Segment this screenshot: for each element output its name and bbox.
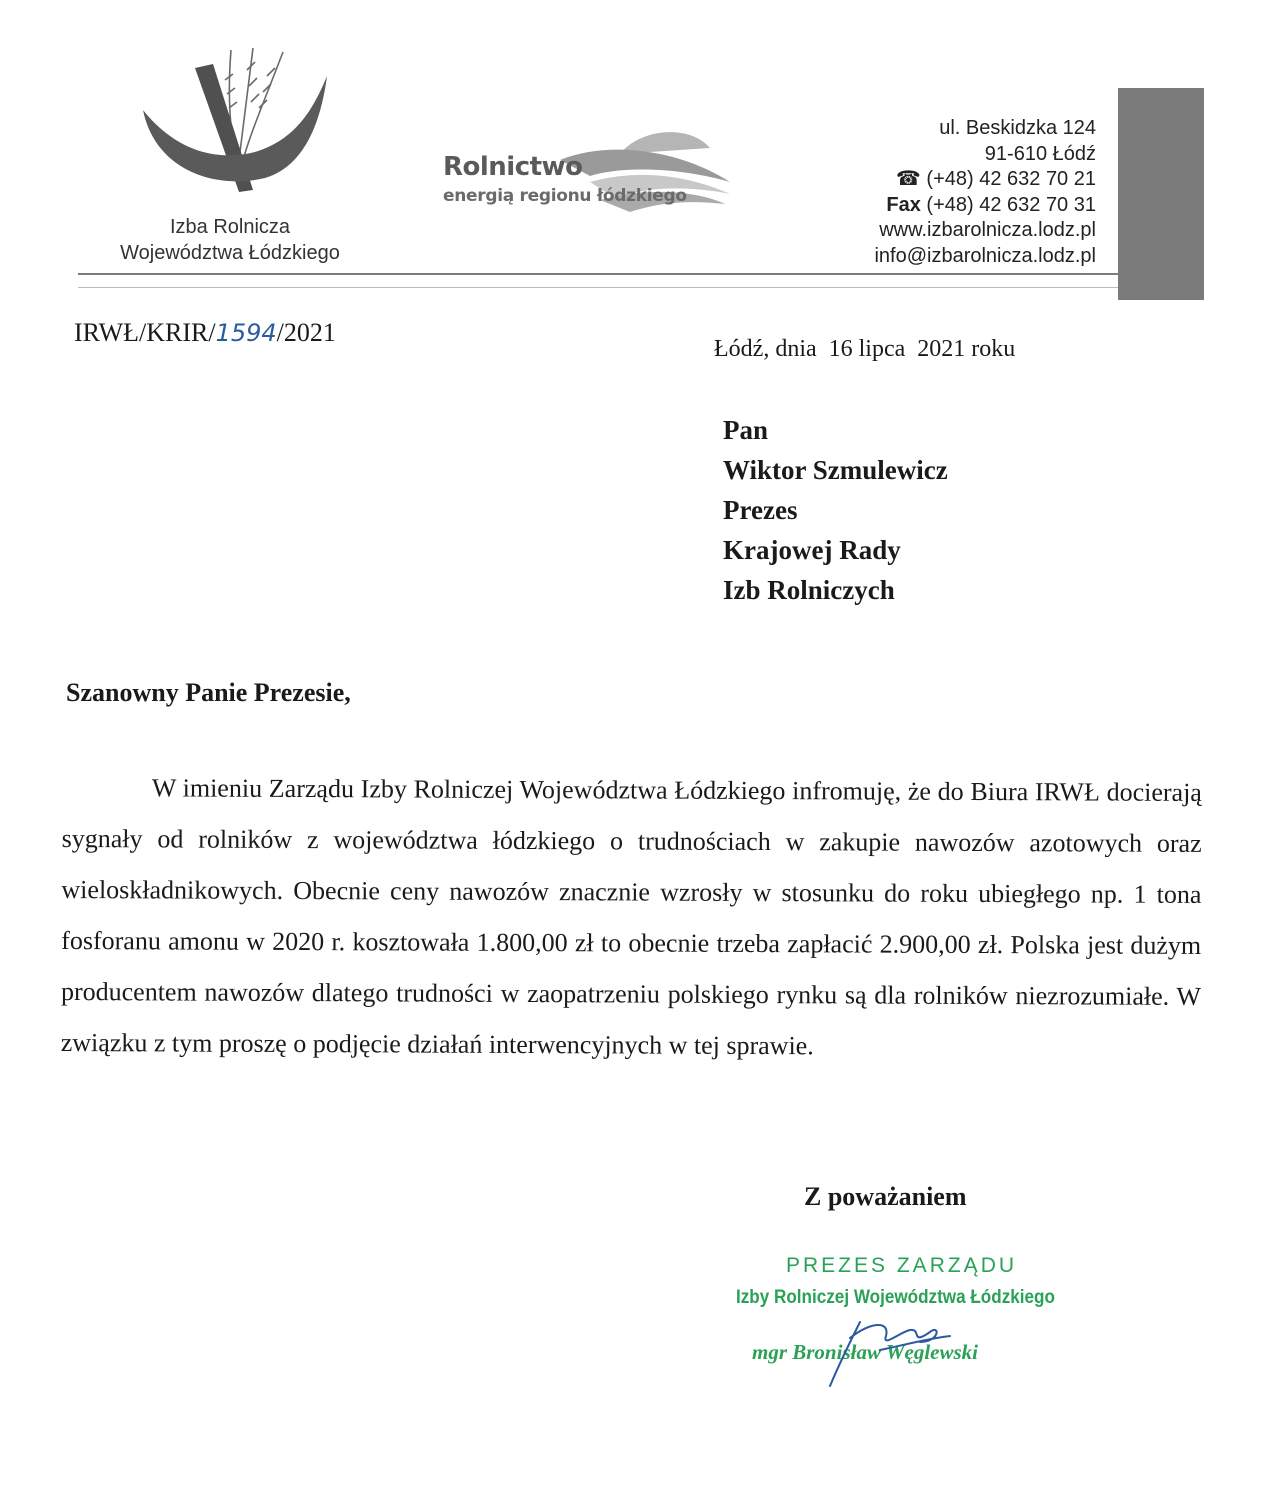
addressee-line: Krajowej Rady bbox=[723, 535, 901, 565]
fax-label: Fax bbox=[886, 193, 921, 216]
header-divider-thin bbox=[78, 287, 1118, 288]
stamp-title: PREZES ZARZĄDU bbox=[786, 1254, 1018, 1277]
campaign-subtitle: energią regionu łódzkiego bbox=[443, 186, 687, 206]
reference-number bbox=[74, 318, 336, 348]
letter-body: W imieniu Zarządu Izby Rolniczej Województwa Łódzkiego infromuję, że do Biura IRWŁ docierają sygnały od rolników z województwa łódzkiego o trudnościach w zakupie nawozów azotowych oraz wieloskładnikowych. Obecnie ceny nawozów znacznie wzrosły w stosunku do roku ubiegłego np. 1 tona fosforanu amonu w 2020 r. kosztowała 1.800,00 zł to obecnie trzeba zapłacić 2.900,00 zł. Polska jest dużym producentem nawozów dlatego trudności w zaopatrzeniu polskiego rynku są dla rolników niezrozumiałe. W związku z tym proszę o podjęcie działań interwencyjnych w tej sprawie. bbox=[60, 773, 1202, 1061]
contact-block bbox=[874, 116, 1096, 269]
chamber-emblem-logo bbox=[135, 40, 335, 210]
org-name-line2: Województwa Łódzkiego bbox=[120, 242, 340, 264]
email: info@izbarolnicza.lodz.pl bbox=[874, 244, 1096, 267]
header-accent-block bbox=[1118, 88, 1204, 300]
ref-suffix: /2021 bbox=[276, 318, 336, 347]
handwritten-signature bbox=[790, 1302, 970, 1392]
stamp-organization: Izby Rolniczej Województwa Łódzkiego bbox=[736, 1287, 1055, 1308]
salutation: Szanowny Panie Prezesie, bbox=[66, 678, 351, 707]
website: www.izbarolnicza.lodz.pl bbox=[879, 219, 1096, 241]
addressee-line: Pan bbox=[723, 415, 769, 445]
closing-phrase: Z poważaniem bbox=[804, 1182, 967, 1211]
phone-number: (+48) 42 632 70 21 bbox=[926, 168, 1096, 190]
organization-name bbox=[100, 214, 360, 266]
letter-date: Łódź, dnia 16 lipca 2021 roku bbox=[714, 336, 1016, 362]
handwritten-ref-number: 1594 bbox=[215, 319, 277, 347]
campaign-title: Rolnictwo bbox=[443, 152, 583, 182]
postal-city: 91-610 Łódź bbox=[984, 142, 1096, 165]
phone-icon: ☎ bbox=[895, 168, 921, 190]
street-address: ul. Beskidzka 124 bbox=[939, 117, 1096, 139]
org-name-line1: Izba Rolnicza bbox=[169, 216, 291, 238]
header-divider bbox=[78, 273, 1118, 275]
fax-line bbox=[874, 193, 1096, 219]
ref-prefix: IRWŁ/KRIR/ bbox=[74, 318, 216, 347]
addressee-line: Wiktor Szmulewicz bbox=[723, 455, 948, 485]
addressee-line: Izb Rolniczych bbox=[723, 575, 895, 605]
addressee-block bbox=[723, 410, 948, 610]
addressee-line: Prezes bbox=[723, 495, 798, 525]
stamp-name: mgr Bronisław Węglewski bbox=[752, 1340, 978, 1364]
fax-number: (+48) 42 632 70 31 bbox=[926, 193, 1096, 216]
phone-line bbox=[874, 167, 1096, 193]
